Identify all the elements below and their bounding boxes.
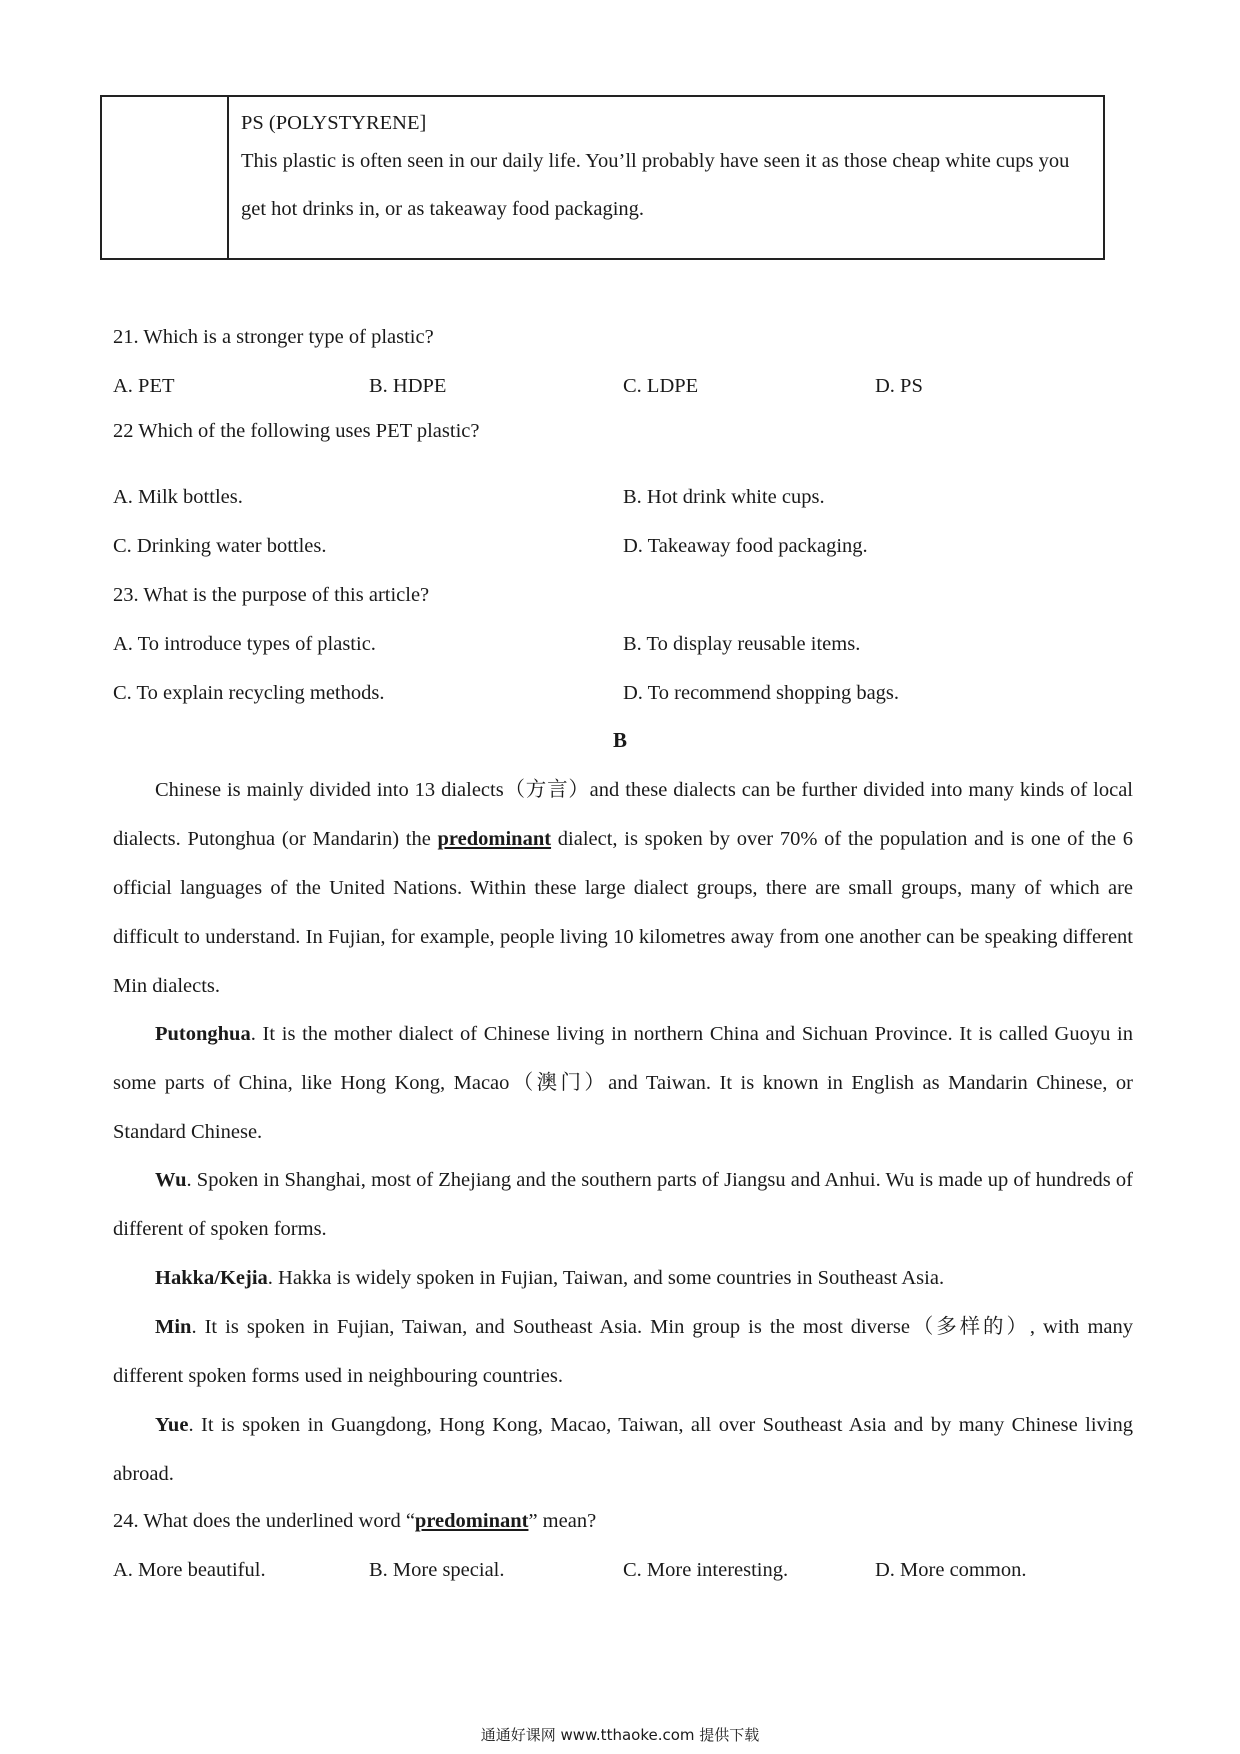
paragraph-2-text: . It is the mother dialect of Chinese living in northern China and Sichuan Province. It is called Guoyu in some parts of China, like Hong Kong, Macao（澳门）and Taiwan. It is known in English as Mandarin Chinese, or Standard Chinese. (113, 1023, 1133, 1143)
passage-paragraph-1 (113, 766, 1133, 1011)
q21-option-c: C. LDPE (623, 375, 699, 397)
plastic-table-row (100, 95, 1105, 260)
dialect-term-hakka: Hakka/Kejia (155, 1267, 268, 1289)
q21-option-b: B. HDPE (369, 375, 447, 397)
paragraph-1-text-b: dialect, is spoken by over 70% of the population and is one of the 6 official languages of the United Nations. Within these large dialect groups, there are small groups, many of which are difficult to understand. In Fujian, for example, people living 10 kilometres away from one another can be speaking different Min dialects. (113, 828, 1133, 997)
q23-option-d: D. To recommend shopping bags. (623, 682, 900, 704)
question-24-text-a: 24. What does the underlined word “ (113, 1510, 415, 1532)
question-21: 21. Which is a stronger type of plastic? (113, 326, 434, 348)
table-empty-cell (102, 97, 229, 258)
paragraph-6-text: . It is spoken in Guangdong, Hong Kong, Macao, Taiwan, all over Southeast Asia and by many Chinese living abroad. (113, 1414, 1133, 1485)
table-text-cell (229, 97, 1103, 258)
q24-option-c: C. More interesting. (623, 1559, 789, 1581)
question-24-underlined-word: predominant (414, 1510, 529, 1532)
q23-option-a: A. To introduce types of plastic. (113, 633, 376, 655)
dialect-term-wu: Wu (155, 1169, 187, 1191)
paragraph-1-text-a: Chinese is mainly divided into 13 dialects（方言）and these dialects can be further divided into many kinds of local dialects. Putonghua (or Mandarin) the (113, 779, 1133, 850)
question-24-text-b: ” mean? (528, 1510, 597, 1532)
page-footer: 通通好课网 www.tthaoke.com 提供下载 (480, 1726, 760, 1744)
question-23: 23. What is the purpose of this article? (113, 584, 430, 606)
paragraph-5-text: . It is spoken in Fujian, Taiwan, and Southeast Asia. Min group is the most diverse（多样的）, with many different spoken forms used in neighbouring countries. (113, 1316, 1133, 1387)
question-22: 22 Which of the following uses PET plastic? (113, 420, 480, 442)
underlined-word: predominant (437, 828, 552, 850)
section-heading: B (612, 728, 627, 752)
q23-option-c: C. To explain recycling methods. (113, 682, 385, 704)
dialect-term-putonghua: Putonghua (155, 1023, 251, 1045)
passage-paragraph-5 (113, 1303, 1133, 1401)
q22-option-c: C. Drinking water bottles. (113, 535, 327, 557)
q22-option-a: A. Milk bottles. (113, 486, 243, 508)
dialect-term-yue: Yue (155, 1414, 189, 1436)
question-24 (113, 1508, 596, 1534)
q23-option-b: B. To display reusable items. (623, 633, 861, 655)
table-text: This plastic is often seen in our daily life. You’ll probably have seen it as those cheap white cups you get hot drinks in, or as takeaway food packaging. (241, 150, 1070, 220)
q21-option-a: A. PET (113, 375, 175, 397)
q21-option-d: D. PS (875, 375, 923, 397)
passage-paragraph-6 (113, 1401, 1133, 1499)
passage-paragraph-3 (113, 1156, 1133, 1254)
q24-option-a: A. More beautiful. (113, 1559, 266, 1581)
q24-option-d: D. More common. (875, 1559, 1027, 1581)
q24-option-b: B. More special. (369, 1559, 505, 1581)
paragraph-3-text: . Spoken in Shanghai, most of Zhejiang and the southern parts of Jiangsu and Anhui. Wu is made up of hundreds of different of spoken forms. (113, 1169, 1133, 1240)
q22-option-b: B. Hot drink white cups. (623, 486, 825, 508)
passage-paragraph-4 (113, 1254, 1133, 1303)
table-heading: PS (POLYSTYRENE] (241, 112, 427, 134)
q22-option-d: D. Takeaway food packaging. (623, 535, 868, 557)
paragraph-4-text: . Hakka is widely spoken in Fujian, Taiwan, and some countries in Southeast Asia. (267, 1267, 945, 1289)
passage-paragraph-2 (113, 1010, 1133, 1157)
dialect-term-min: Min (155, 1316, 192, 1338)
